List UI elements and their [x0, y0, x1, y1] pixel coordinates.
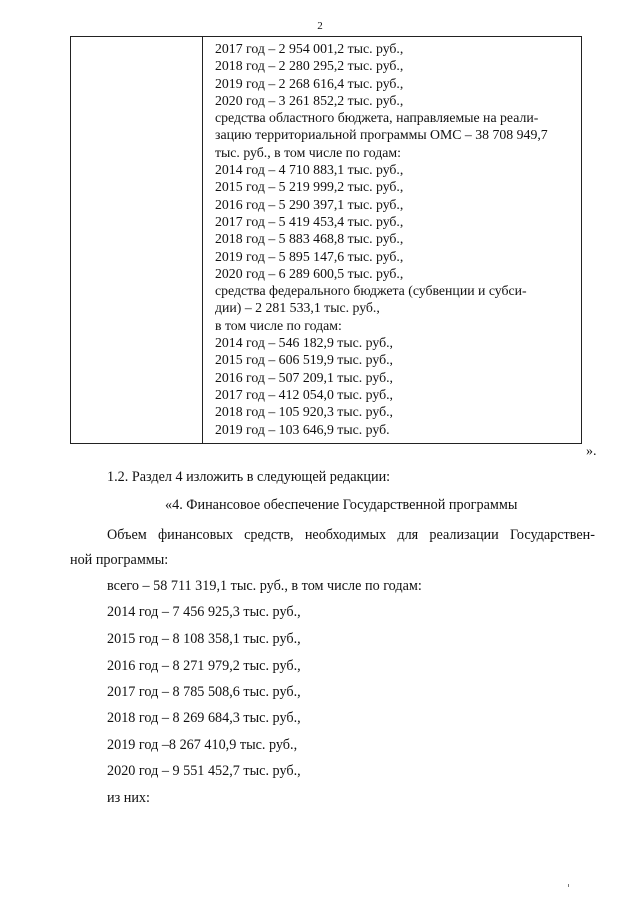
table-line: 2018 год – 2 280 295,2 тыс. руб., — [215, 58, 404, 74]
year-line: 2017 год – 8 785 508,6 тыс. руб., — [107, 684, 301, 700]
table-line: 2016 год – 5 290 397,1 тыс. руб., — [215, 196, 404, 212]
table-line: 2019 год – 5 895 147,6 тыс. руб., — [215, 248, 404, 264]
table-line: 2014 год – 546 182,9 тыс. руб., — [215, 335, 393, 351]
paragraph-line-1: Объем финансовых средств, необходимых для реализации Государствен- — [107, 527, 595, 543]
table-column-divider — [202, 37, 203, 443]
year-line: 2019 год –8 267 410,9 тыс. руб., — [107, 737, 298, 753]
year-line: 2018 год – 8 269 684,3 тыс. руб., — [107, 710, 301, 726]
table-line: 2018 год – 105 920,3 тыс. руб., — [215, 404, 393, 420]
section-instruction: 1.2. Раздел 4 изложить в следующей редакции: — [107, 469, 391, 485]
table-line: 2018 год – 5 883 468,8 тыс. руб., — [215, 231, 404, 247]
year-line: 2014 год – 7 456 925,3 тыс. руб., — [107, 604, 301, 620]
table-line: 2017 год – 5 419 453,4 тыс. руб., — [215, 213, 404, 229]
year-line: 2020 год – 9 551 452,7 тыс. руб., — [107, 763, 301, 779]
table-line: 2017 год – 412 054,0 тыс. руб., — [215, 386, 393, 402]
table-line: тыс. руб., в том числе по годам: — [215, 144, 401, 160]
table-line: средства федерального бюджета (субвенции и субси- — [215, 283, 527, 299]
year-line: 2015 год – 8 108 358,1 тыс. руб., — [107, 631, 301, 647]
table-line: дии) – 2 281 533,1 тыс. руб., — [215, 300, 380, 316]
paragraph-line-2: ной программы: — [70, 552, 169, 568]
table-line: 2020 год – 6 289 600,5 тыс. руб., — [215, 265, 404, 281]
of-them-line: из них: — [107, 790, 150, 806]
section-heading: «4. Финансовое обеспечение Государственной программы — [165, 497, 518, 513]
table-line: 2017 год – 2 954 001,2 тыс. руб., — [215, 41, 404, 56]
table-line: 2019 год – 103 646,9 тыс. руб. — [215, 421, 390, 437]
table-line: 2015 год – 606 519,9 тыс. руб., — [215, 352, 393, 368]
table-line: 2019 год – 2 268 616,4 тыс. руб., — [215, 75, 404, 91]
scan-mark — [568, 884, 569, 887]
table-line: зацию территориальной программы ОМС – 38 708 949,7 — [215, 127, 548, 143]
page-number: 2 — [317, 20, 323, 32]
table-line: 2015 год – 5 219 999,2 тыс. руб., — [215, 179, 404, 195]
table-line: в том числе по годам: — [215, 317, 342, 333]
table-line: 2016 год – 507 209,1 тыс. руб., — [215, 369, 393, 385]
table-line: средства областного бюджета, направляемые на реали- — [215, 110, 539, 126]
closing-quote: ». — [586, 444, 597, 459]
funding-table — [70, 36, 582, 444]
table-line: 2014 год – 4 710 883,1 тыс. руб., — [215, 162, 404, 178]
total-line: всего – 58 711 319,1 тыс. руб., в том числе по годам: — [107, 578, 422, 594]
year-line: 2016 год – 8 271 979,2 тыс. руб., — [107, 658, 301, 674]
table-line: 2020 год – 3 261 852,2 тыс. руб., — [215, 92, 404, 108]
table-right-cell — [215, 40, 575, 438]
